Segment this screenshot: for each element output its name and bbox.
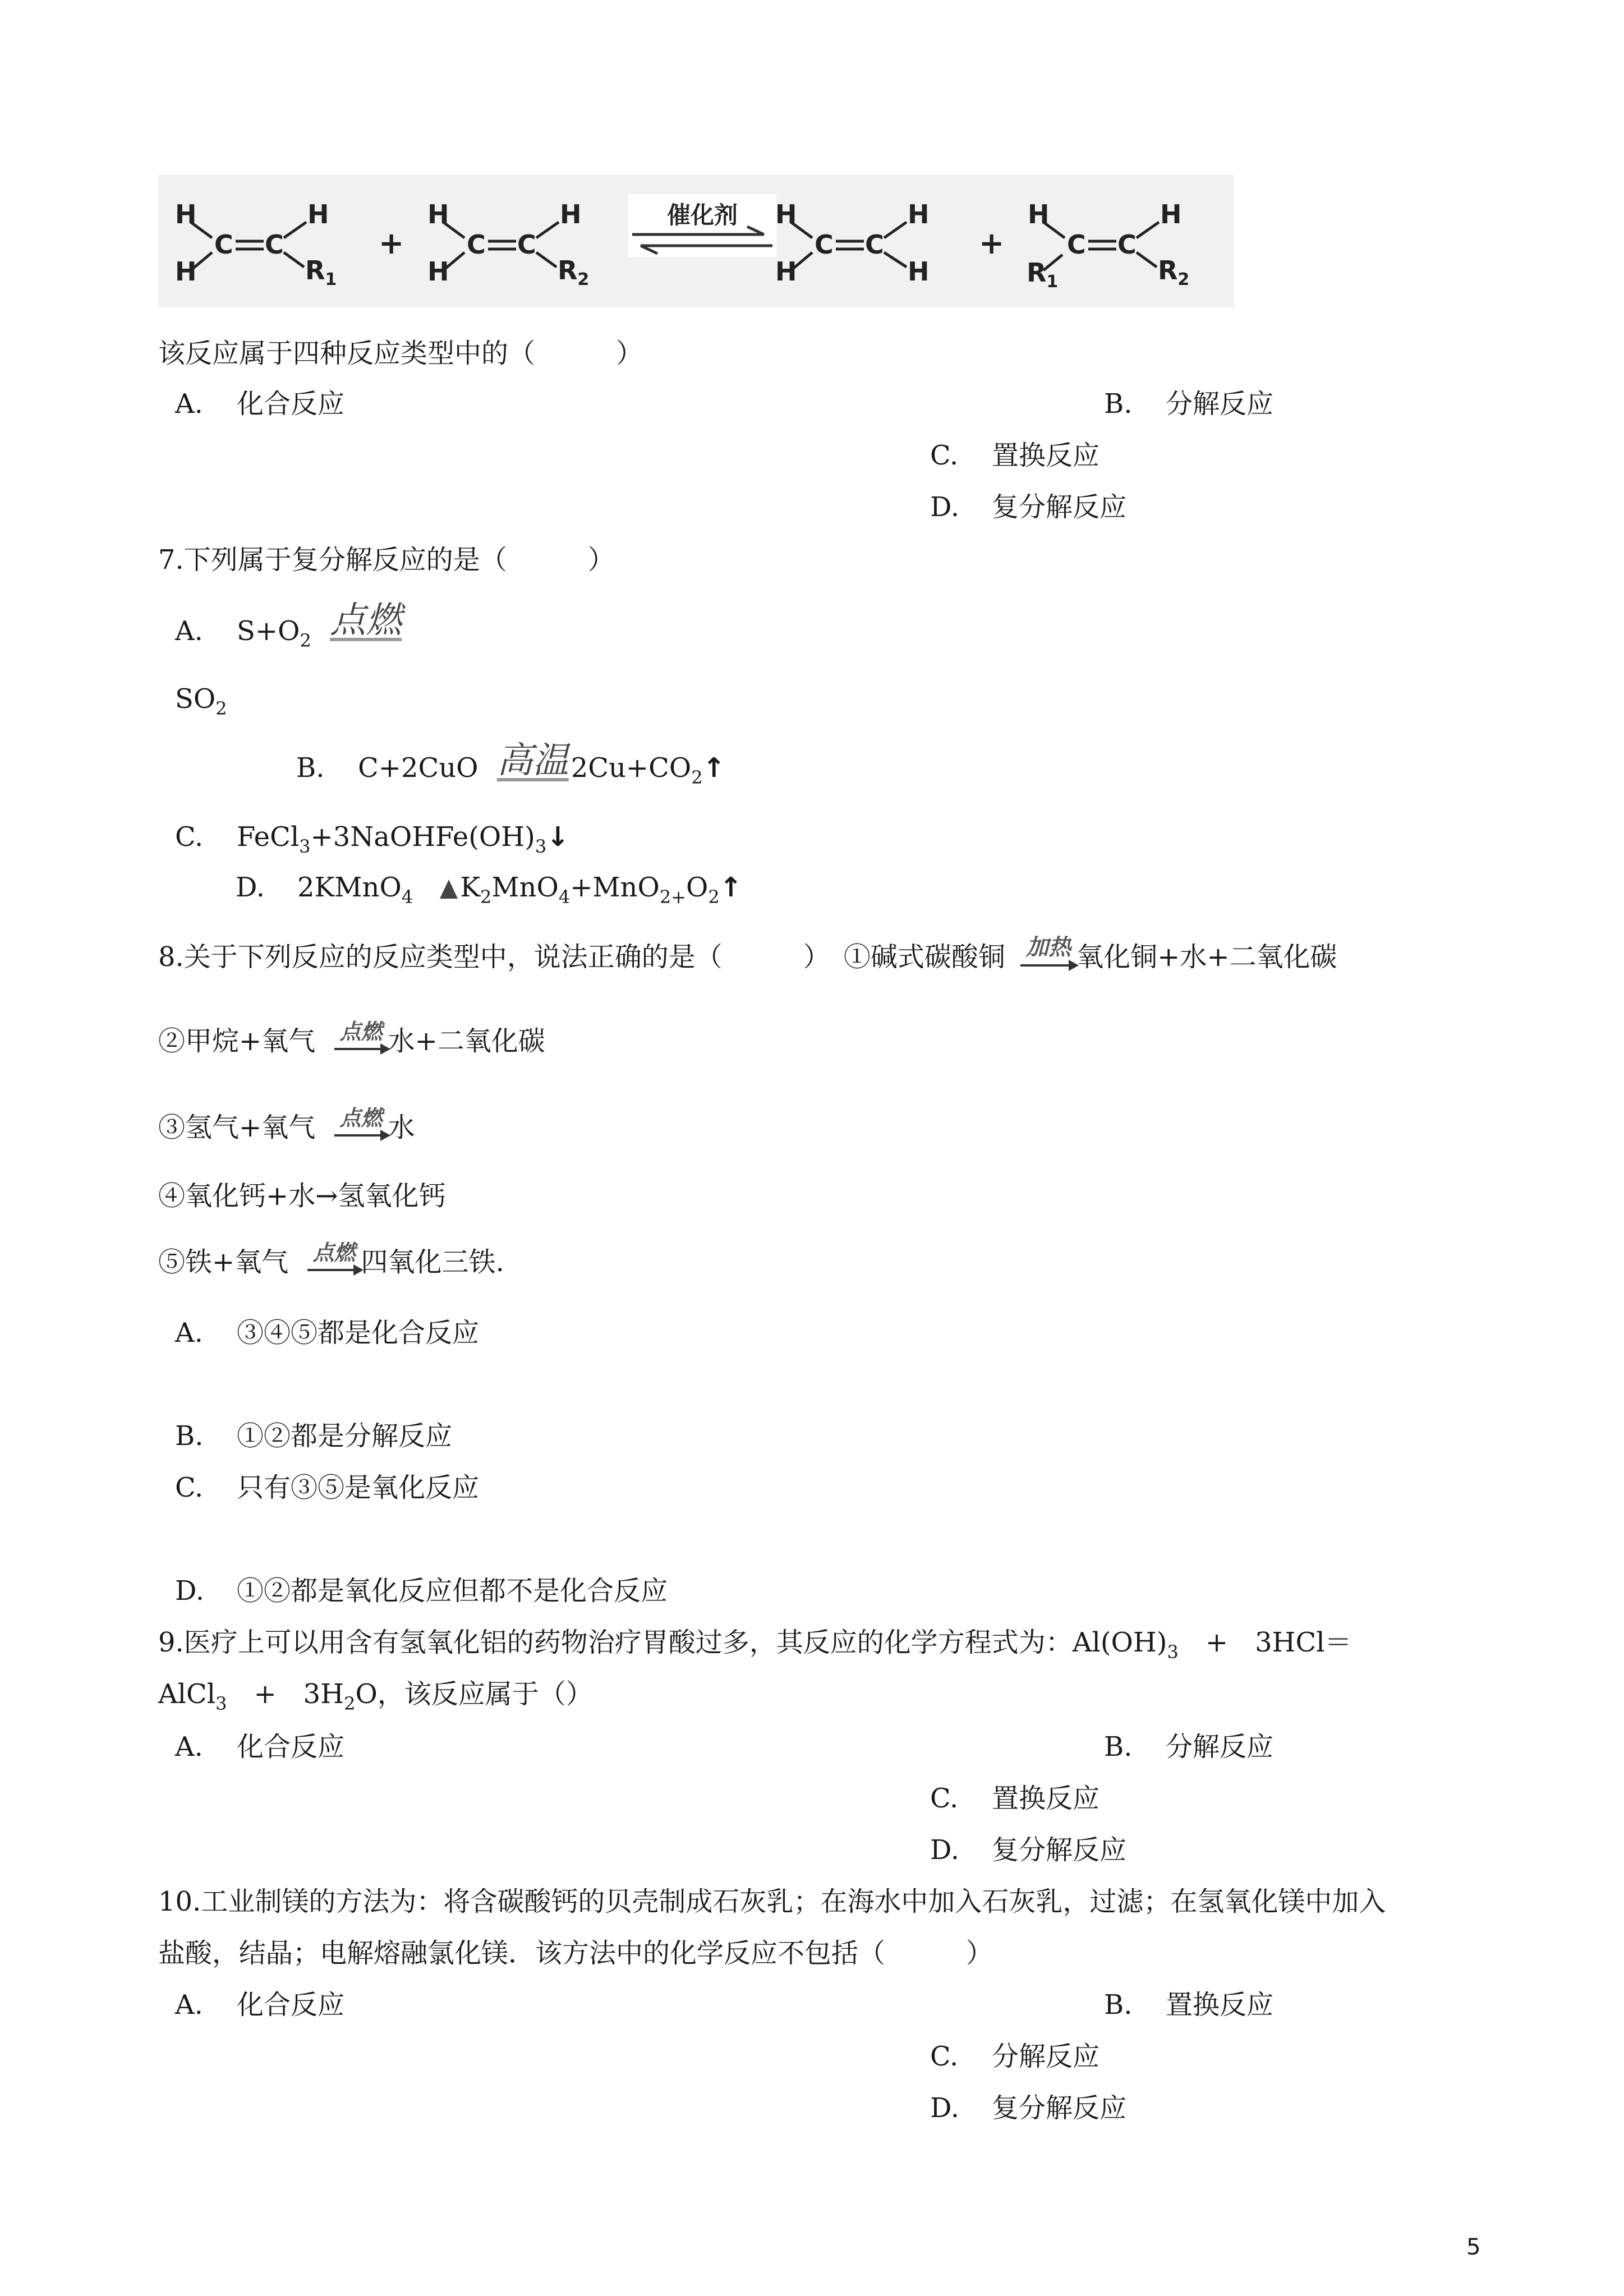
q8-option-a[interactable] (175, 1316, 479, 1350)
option-label: C. (175, 821, 204, 853)
atom-c: C (517, 229, 536, 260)
atom-h: H (775, 256, 797, 287)
group-r1: $R_1$ (305, 255, 337, 289)
q8-stem: 8.关于下列反应的反应类型中，说法正确的是（ ） (158, 941, 817, 973)
option-label: C. (930, 1783, 959, 1814)
atom-c: C (1067, 229, 1086, 260)
atom-h: H (775, 199, 797, 229)
heat-triangle-icon (440, 880, 458, 899)
q6-option-a[interactable] (175, 387, 344, 421)
atom-h: H (427, 199, 449, 229)
equation-products: $2Cu+CO_2↑$ (571, 752, 725, 788)
q7-option-d[interactable] (236, 871, 742, 908)
atom-c: C (265, 229, 284, 260)
group-r1: $R_1$ (1027, 257, 1059, 292)
q9-option-a[interactable] (175, 1730, 344, 1764)
option-label: A. (175, 1731, 203, 1763)
option-text: 复分解反应 (992, 2092, 1127, 2124)
q7-option-c[interactable] (175, 820, 569, 857)
condition-ignite: 点燃 (330, 600, 402, 641)
condition-ignite: 点燃 (307, 1242, 361, 1271)
q6-option-b[interactable] (1104, 387, 1273, 421)
option-label: D. (175, 1575, 205, 1607)
q10-option-b[interactable] (1104, 1988, 1273, 2022)
q10-stem-line-1: 10.工业制镁的方法为：将含碳酸钙的贝壳制成石灰乳；在海水中加入石灰乳，过滤；在氢氧化镁中加入 (158, 1886, 1386, 1917)
option-text: ①②都是分解反应 (237, 1420, 453, 1452)
q6-option-d[interactable] (930, 490, 1126, 524)
atom-h: H (908, 199, 930, 229)
q10-stem-line-2: 盐酸，结晶；电解熔融氯化镁．该方法中的化学反应不包括（ ） (158, 1938, 993, 1969)
q7-stem: 7.下列属于复分解反应的是（ ） (158, 544, 615, 576)
option-text: 分解反应 (1166, 388, 1274, 420)
q6-stem: 该反应属于四种反应类型中的（ ） (158, 338, 643, 369)
olefin-metathesis-scheme (158, 175, 1234, 307)
group-r2: $R_2$ (1158, 255, 1190, 289)
q8-reaction-4: ④氧化钙+水→氢氧化钙 (158, 1180, 446, 1212)
plus-sign: + (379, 226, 404, 261)
q8-stem-line (158, 934, 1337, 974)
option-label: D. (930, 491, 960, 523)
atom-c: C (1117, 229, 1137, 260)
option-label: A. (175, 388, 203, 420)
option-label: D. (930, 2092, 960, 2124)
option-label: A. (175, 1989, 203, 2021)
reaction-1-reactant: ①碱式碳酸铜 (843, 941, 1005, 973)
q7-option-b[interactable] (296, 740, 725, 788)
q8-reaction-2: ②甲烷+氧气 点燃 水+二氧化碳 (158, 1019, 545, 1057)
plus-sign: + (979, 226, 1005, 261)
option-label: A. (175, 1317, 203, 1349)
q6-option-c[interactable] (930, 439, 1099, 472)
q7-option-a-product: $SO_2$ (175, 683, 227, 719)
option-label: B. (1104, 388, 1133, 420)
condition-high-temp: 高温 (496, 740, 569, 781)
q10-option-c[interactable] (930, 2040, 1099, 2073)
q8-reaction-5: ⑤铁+氧气 点燃 四氧化三铁. (158, 1240, 504, 1278)
atom-h: H (427, 256, 449, 287)
option-label: B. (1104, 1731, 1133, 1763)
atom-h: H (908, 256, 930, 287)
atom-h: H (175, 256, 197, 287)
option-text: 置换反应 (992, 1783, 1100, 1814)
q9-option-c[interactable] (930, 1782, 1099, 1815)
q9-option-b[interactable] (1104, 1730, 1273, 1764)
option-label: C. (930, 2041, 959, 2072)
atom-h: H (175, 199, 197, 229)
option-text: 分解反应 (1166, 1731, 1274, 1763)
option-text: 置换反应 (992, 440, 1100, 471)
atom-h: H (1160, 199, 1182, 229)
reaction-1-products: 氧化铜+水+二氧化碳 (1076, 941, 1337, 973)
option-text: 置换反应 (1166, 1989, 1274, 2021)
atom-h: H (307, 199, 329, 229)
option-text: 化合反应 (237, 388, 345, 420)
group-r2: $R_2$ (558, 255, 590, 289)
equation: $FeCl_3+3NaOHFe(OH)_3↓$ (237, 821, 569, 857)
equation-reactants: $S+O_2$ (237, 615, 311, 651)
condition-ignite: 点燃 (334, 1021, 388, 1050)
atom-c: C (214, 229, 233, 260)
option-label: C. (175, 1472, 204, 1503)
q8-reaction-3: ③氢气+氧气 点燃 水 (158, 1105, 415, 1143)
q8-option-b[interactable] (175, 1419, 452, 1453)
q8-option-c[interactable] (175, 1471, 479, 1504)
condition-heat: 加热 (1020, 936, 1076, 967)
option-text: 化合反应 (237, 1731, 345, 1763)
option-text: 复分解反应 (992, 491, 1127, 523)
option-label: A. (175, 615, 203, 647)
q10-option-d[interactable] (930, 2091, 1126, 2125)
atom-h: H (560, 199, 582, 229)
atom-h: H (1028, 199, 1050, 229)
q8-option-d[interactable] (175, 1574, 668, 1608)
option-text: 只有③⑤是氧化反应 (237, 1472, 480, 1503)
q10-option-a[interactable] (175, 1988, 344, 2022)
equation-reactants: C+2CuO (358, 752, 479, 784)
option-label: B. (1104, 1989, 1133, 2021)
option-text: ①②都是氧化反应但都不是化合反应 (237, 1575, 668, 1607)
equation: 2KMnO$_4$ $K_2MnO_4+MnO_{2+}O_2↑$ (297, 872, 742, 908)
option-label: D. (236, 872, 265, 903)
option-text: ③④⑤都是化合反应 (237, 1317, 480, 1349)
condition-ignite: 点燃 (334, 1107, 388, 1137)
option-label: C. (930, 440, 959, 471)
option-label: B. (296, 752, 325, 784)
q9-option-d[interactable] (930, 1833, 1126, 1867)
page-number: 5 (1466, 2234, 1481, 2260)
option-label: D. (930, 1834, 960, 1866)
option-text: 分解反应 (992, 2041, 1100, 2072)
q9-stem-line-2: AlCl$_3$ + $3H_2O$，该反应属于（） (158, 1678, 593, 1714)
option-text: 化合反应 (237, 1989, 345, 2021)
atom-c: C (815, 229, 834, 260)
catalyst-label: 催化剂 (666, 201, 738, 229)
atom-c: C (865, 229, 884, 260)
q7-option-a[interactable] (175, 600, 402, 651)
option-text: 复分解反应 (992, 1834, 1127, 1866)
q9-stem-line-1: 9.医疗上可以用含有氢氧化铝的药物治疗胃酸过多，其反应的化学方程式为：$Al(OH)_3$ + 3HCl＝ (158, 1627, 1352, 1663)
atom-c: C (467, 229, 486, 260)
option-label: B. (175, 1420, 204, 1452)
